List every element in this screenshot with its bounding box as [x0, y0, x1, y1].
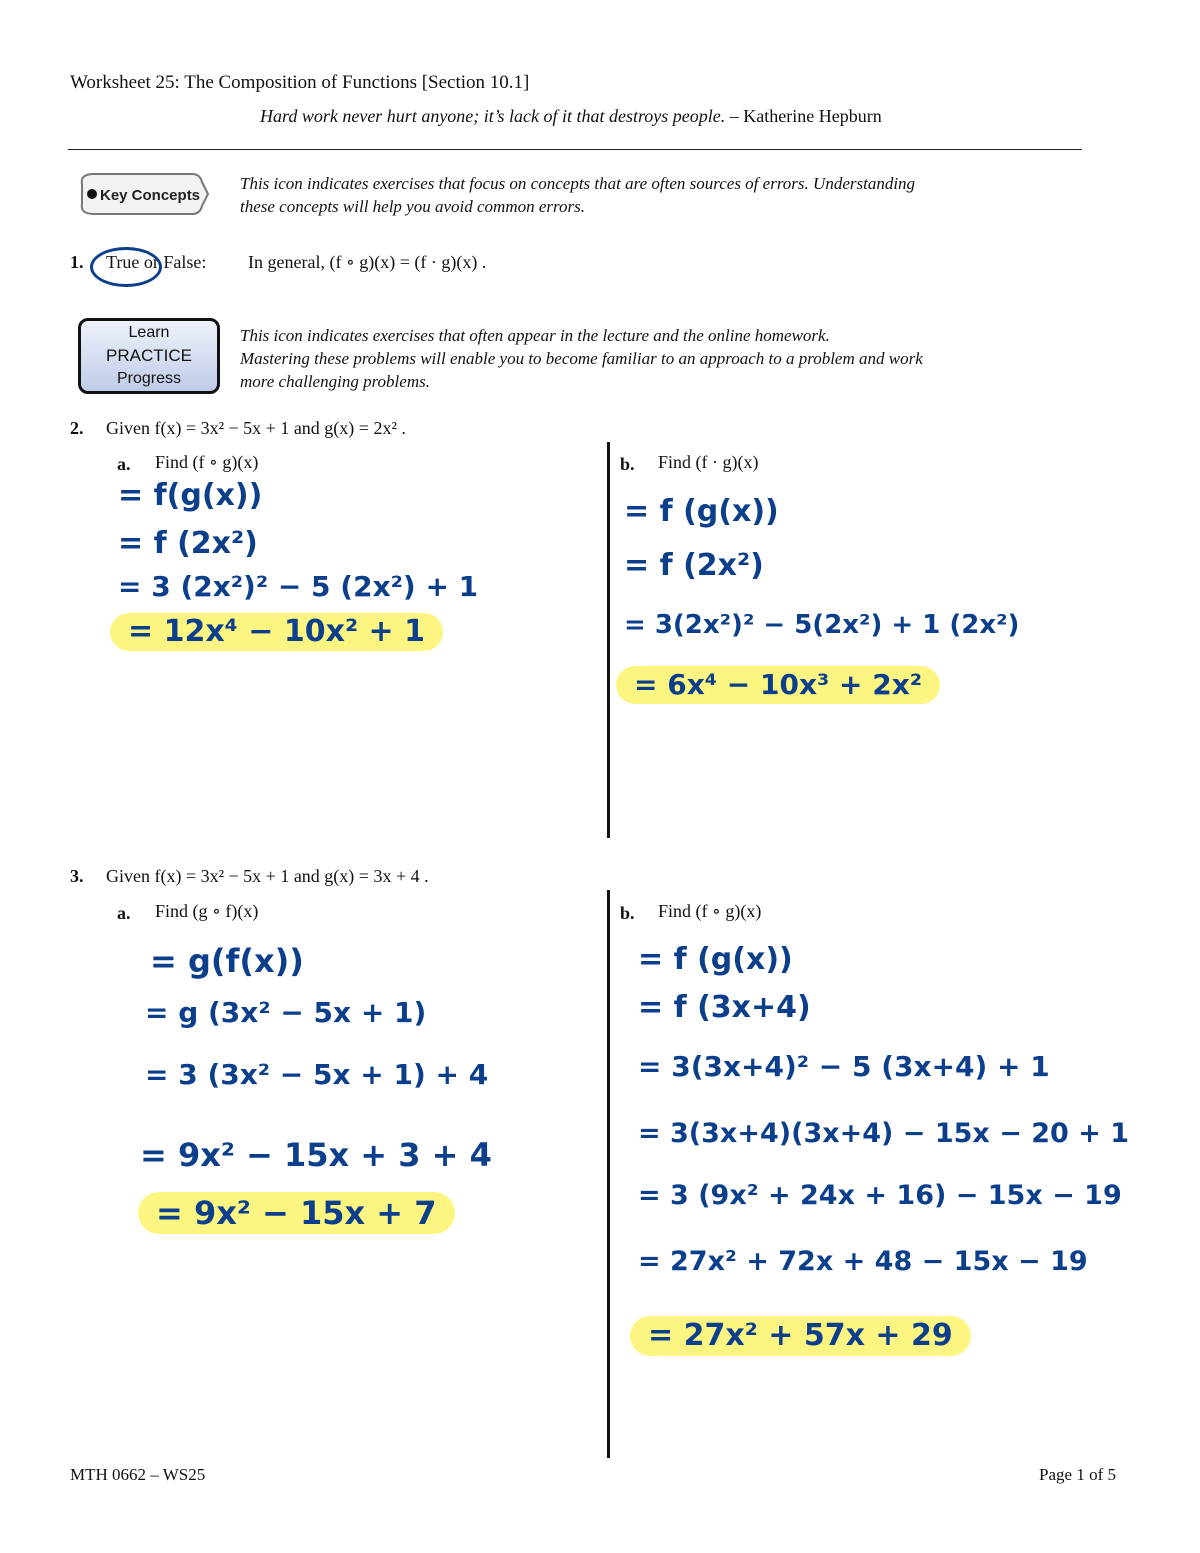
quote-text: Hard work never hurt anyone; it’s lack of it that destroys people. — [260, 106, 726, 126]
quote-author: – Katherine Hepburn — [725, 106, 882, 126]
learn-practice-description — [240, 324, 923, 393]
answer-circle — [90, 247, 162, 287]
lp-desc-line: Mastering these problems will enable you to become familiar to an approach to a problem and work — [240, 349, 923, 368]
q3b-step: = 3 (9x² + 24x + 16) − 15x − 19 — [638, 1180, 1122, 1211]
q2b-label: b. — [620, 454, 635, 474]
q3b-step: = f (g(x)) — [638, 942, 793, 977]
q3a-step: = g(f(x)) — [150, 942, 304, 980]
q3-number: 3. — [70, 866, 84, 886]
q2a-step: = f(g(x)) — [118, 478, 263, 513]
lp-desc-line: more challenging problems. — [240, 372, 430, 391]
q1-options: True or False: — [106, 252, 207, 272]
learn-practice-progress-icon — [78, 318, 220, 394]
q2a-step: = f (2x²) — [118, 526, 258, 561]
q3b-step: = 27x² + 72x + 48 − 15x − 19 — [638, 1246, 1088, 1277]
kc-desc-line: these concepts will help you avoid common errors. — [240, 197, 585, 216]
key-concepts-icon — [76, 160, 212, 230]
q3a-label: a. — [117, 903, 131, 923]
q2a-answer: = 12x⁴ − 10x² + 1 — [110, 613, 443, 651]
key-concepts-label: Key Concepts — [100, 187, 201, 204]
q3b-prompt: Find (f ∘ g)(x) — [658, 901, 762, 921]
q3b-step: = 3(3x+4)(3x+4) − 15x − 20 + 1 — [638, 1118, 1130, 1149]
footer-page-number: Page 1 of 5 — [1039, 1465, 1116, 1484]
q2a-label: a. — [117, 454, 131, 474]
q2b-prompt: Find (f · g)(x) — [658, 452, 759, 472]
q2-given: Given f(x) = 3x² − 5x + 1 and g(x) = 2x² . — [106, 418, 406, 438]
kc-desc-line: This icon indicates exercises that focus on concepts that are often sources of errors. Understanding — [240, 174, 916, 193]
q3b-step: = 3(3x+4)² − 5 (3x+4) + 1 — [638, 1050, 1050, 1083]
worksheet-title: Worksheet 25: The Composition of Functions [Section 10.1] — [70, 72, 530, 93]
q3a-prompt: Find (g ∘ f)(x) — [155, 901, 259, 921]
q3a-step: = 9x² − 15x + 3 + 4 — [140, 1136, 492, 1174]
q3b-answer: = 27x² + 57x + 29 — [630, 1316, 971, 1356]
q1-statement: In general, (f ∘ g)(x) = (f · g)(x) . — [248, 252, 487, 272]
q2-divider — [607, 442, 610, 838]
q2b-step: = 3(2x²)² − 5(2x²) + 1 (2x²) — [624, 610, 1020, 640]
q3a-step: = g (3x² − 5x + 1) — [145, 996, 427, 1029]
q3b-label: b. — [620, 903, 635, 923]
q3-divider — [607, 890, 610, 1458]
q3a-answer: = 9x² − 15x + 7 — [138, 1192, 455, 1234]
q2a-step: = 3 (2x²)² − 5 (2x²) + 1 — [118, 570, 479, 603]
lpp-line: Learn — [128, 324, 170, 341]
q2b-step: = f (g(x)) — [624, 494, 779, 529]
header-rule — [68, 149, 1082, 150]
footer-course: MTH 0662 – WS25 — [70, 1465, 206, 1484]
q2b-answer: = 6x⁴ − 10x³ + 2x² — [616, 666, 940, 704]
q1-number: 1. — [70, 252, 84, 272]
q2a-prompt: Find (f ∘ g)(x) — [155, 452, 259, 472]
q3-given: Given f(x) = 3x² − 5x + 1 and g(x) = 3x + 4 . — [106, 866, 429, 886]
q3a-step: = 3 (3x² − 5x + 1) + 4 — [145, 1058, 489, 1091]
lpp-line: PRACTICE — [106, 346, 192, 365]
q2-number: 2. — [70, 418, 84, 438]
quote — [260, 106, 882, 127]
q2b-step: = f (2x²) — [624, 548, 764, 583]
q3b-step: = f (3x+4) — [638, 990, 811, 1025]
key-concepts-description — [240, 172, 915, 218]
lpp-line: Progress — [116, 370, 182, 387]
lp-desc-line: This icon indicates exercises that often appear in the lecture and the online homework. — [240, 326, 830, 345]
